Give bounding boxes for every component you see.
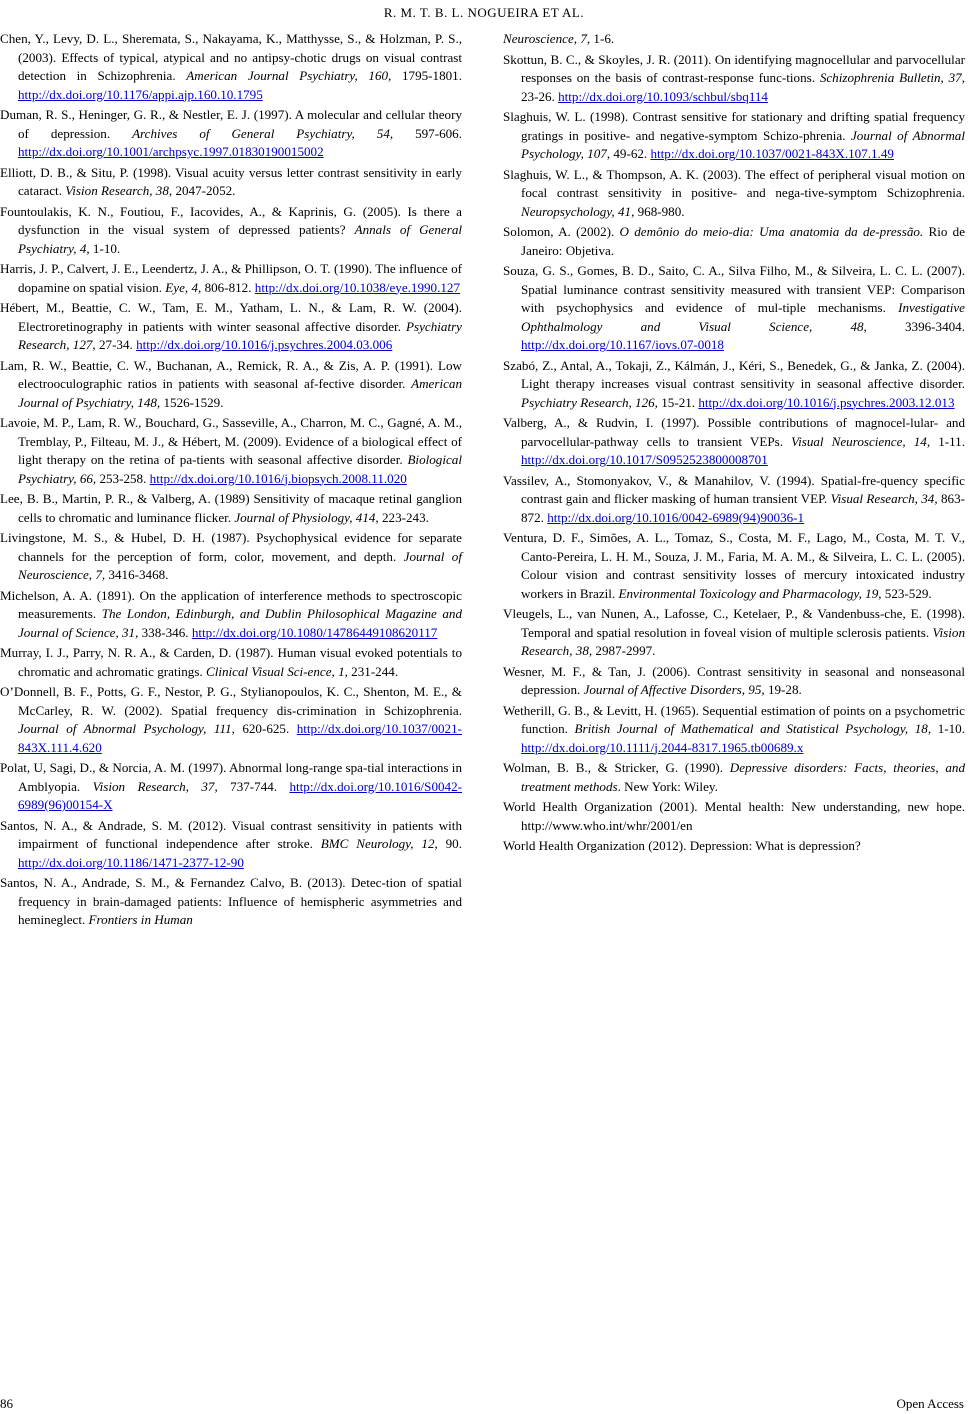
reference-text: 231-244. — [347, 663, 399, 679]
reference-text: Skottun, B. C., & Skoyles, J. R. (2011). On identifying magnocellular and parvocellular responses on the basis of contrast-response func-tions. — [503, 51, 965, 85]
reference-text: Ventura, D. F., Simões, A. L., Tomaz, S., Costa, M. F., Lago, M., Costa, M. T. V., Canto-Pereira, L. H. M., Souza, J. M., Faria, M. A. M., & Silveira, L. C. L. (2005). Colour vision and contrast sensitivity losses of mercury intoxicated industry workers in Brazil. — [503, 530, 965, 601]
doi-link[interactable]: http://dx.doi.org/10.1016/0042-6989(94)90036-1 — [547, 509, 805, 525]
reference-text: Polat, U, Sagi, D., & Norcia, A. M. (1997). Abnormal long-range spa-tial interactions in Amblyopia. — [0, 760, 462, 794]
journal-title: Vision Research, 38, — [65, 183, 173, 198]
reference-text: Vleugels, L., van Nunen, A., Lafosse, C., Ketelaer, P., & Vandenbuss-che, E. (1998). Temporal and spatial resolution in foveal vision of multiple sclerosis patients. — [503, 606, 965, 640]
reference-text: Slaghuis, W. L. (1998). Contrast sensitive for stationary and drifting spatial frequency gratings in positive- and negative-symptom Schizo-phrenia. — [503, 109, 965, 143]
journal-title: Depressive disorders: Facts, theories, and treatment methods — [521, 760, 965, 794]
doi-link[interactable]: http://dx.doi.org/10.1016/j.psychres.2003.12.013 — [698, 394, 955, 410]
reference-text: Solomon, A. (2002). — [503, 224, 620, 239]
doi-link[interactable]: http://dx.doi.org/10.1016/S0042-6989(96)00154-X — [18, 778, 462, 812]
doi-link[interactable]: http://dx.doi.org/10.1016/j.biopsych.2008.11.020 — [149, 470, 407, 486]
reference-entry — [0, 587, 462, 643]
reference-text: World Health Organization (2001). Mental health: New understanding, new hope. http://www.who.int/whr/2001/en — [503, 799, 965, 833]
doi-link[interactable]: http://dx.doi.org/10.1038/eye.1990.127 — [254, 279, 461, 295]
reference-entry — [503, 51, 965, 107]
reference-text: Souza, G. S., Gomes, B. D., Saito, C. A., Silva Filho, M., & Silveira, L. C. L. (2007). Spatial luminance contrast sensitivity measured with transient VEP: Comparison with psychophysics and evidence of mul-tiple mechanisms. — [503, 263, 965, 315]
journal-title: Neuroscience, 7, — [503, 31, 591, 46]
journal-title: Psychiatry Research, 127, — [18, 318, 462, 352]
reference-text: . New York: Wiley. — [617, 778, 718, 794]
reference-entry — [0, 644, 462, 681]
references-left-column — [0, 30, 462, 932]
journal-title: Journal of Neuroscience, 7, — [18, 548, 462, 582]
reference-text: 1-6. — [590, 31, 615, 46]
journal-title: Annals of General Psychiatry, 4, — [18, 222, 463, 256]
reference-text: 1-10. — [89, 240, 121, 256]
reference-text: Wolman, B. B., & Stricker, G. (1990). — [503, 760, 730, 775]
journal-title: Environmental Toxicology and Pharmacology, 19, — [618, 585, 882, 601]
doi-link[interactable]: http://dx.doi.org/10.1016/j.psychres.2004.03.006 — [136, 337, 393, 352]
journal-title: Investigative Ophthalmology and Visual Science, 48, — [521, 300, 965, 334]
reference-entry — [0, 30, 462, 104]
journal-title: Biological Psychiatry, 66, — [18, 452, 462, 486]
journal-title: Psychiatry Research, 126, — [521, 394, 658, 410]
page-number: 86 — [0, 1396, 13, 1411]
reference-entry — [503, 529, 965, 603]
doi-link[interactable]: http://dx.doi.org/10.1176/appi.ajp.160.10.1795 — [18, 86, 263, 102]
reference-text: Wetherill, G. B., & Levitt, H. (1965). Sequential estimation of points on a psychometric function. — [503, 702, 965, 736]
reference-text: Hébert, M., Beattie, C. W., Tam, E. M., Yatham, L. N., & Lam, R. W. (2004). Electroretinography in patients with winter seasonal affective disorder. — [0, 300, 462, 334]
reference-text: 3416-3468. — [105, 567, 169, 582]
reference-text: 27-34. — [95, 337, 137, 352]
journal-title: Frontiers in Human — [88, 912, 193, 927]
reference-text: Livingstone, M. S., & Hubel, D. H. (1987). Psychophysical evidence for separate channels for the perception of form, color, movement, and depth. — [0, 530, 462, 564]
reference-text: 968-980. — [634, 203, 685, 219]
reference-text: Duman, R. S., Heninger, G. R., & Nestler, E. J. (1997). A molecular and cellular theory of depression. — [0, 107, 462, 141]
reference-entry — [503, 472, 965, 528]
reference-entry — [0, 490, 462, 527]
reference-text: 863-872. — [521, 491, 965, 525]
reference-text: 523-529. — [881, 585, 932, 601]
reference-text: Valberg, A., & Rudvin, I. (1997). Possible contributions of magnocel-lular- and parvocellular-pathway cells to transient VEPs. — [503, 415, 965, 449]
reference-text: 3396-3404. — [866, 318, 965, 334]
reference-entry — [0, 299, 462, 355]
reference-text: 620-625. — [234, 721, 297, 736]
reference-text: O’Donnell, B. F., Potts, G. F., Nestor, P. G., Stylianopoulos, K. C., Shenton, M. E., & McCarley, R. W. (2002). Spatial frequency dis-crimination in Schizophrenia. — [0, 684, 462, 718]
reference-text: 1-11. — [930, 433, 966, 449]
journal-title: Clinical Visual Sci-ence, 1, — [205, 663, 348, 679]
reference-entry — [503, 759, 965, 796]
publisher-label: Open Access — [896, 1396, 964, 1411]
journal-title: American Journal Psychiatry, 160, — [186, 68, 392, 83]
reference-entry — [0, 683, 462, 757]
journal-title: Neuropsychology, 41, — [521, 203, 635, 219]
reference-entry — [0, 106, 462, 162]
reference-text: Vassilev, A., Stomonyakov, V., & Manahilov, V. (1994). Spatial-fre-quency specific contrast gain and flicker masking of human transient VEP. — [503, 472, 965, 506]
reference-text: Santos, N. A., & Andrade, S. M. (2012). Visual contrast sensitivity in patients with impairment of functional independence after stroke. — [0, 817, 462, 851]
reference-text: Elliott, D. B., & Situ, P. (1998). Visual acuity versus letter contrast sensitivity in early cataract. — [0, 164, 462, 198]
references-right-column — [503, 30, 965, 858]
doi-link[interactable]: http://dx.doi.org/10.1111/j.2044-8317.1965.tb00689.x — [521, 739, 804, 755]
journal-title: Vision Research, 37, — [92, 778, 218, 794]
journal-title: British Journal of Mathematical and Statistical Psychology, 18, — [574, 721, 932, 736]
reference-entry — [0, 529, 462, 585]
reference-text: Szabó, Z., Antal, A., Tokaji, Z., Kálmán, J., Kéri, S., Benedek, G., & Janka, Z. (2004). Light therapy increases visual contrast sensitivity in seasonal affective disorder. — [503, 357, 965, 391]
journal-title: Archives of General Psychiatry, 54, — [132, 125, 394, 141]
reference-entry — [0, 874, 462, 930]
reference-text: Chen, Y., Levy, D. L., Sheremata, S., Nakayama, K., Matthysse, S., & Holzman, P. S., (2003). Effects of typical, atypical and no antipsy-chotic drugs on visual contrast detection in Schizophrenia. — [0, 31, 462, 83]
reference-text: 253-258. — [96, 470, 150, 486]
reference-entry — [503, 837, 965, 856]
reference-entry — [0, 817, 462, 873]
reference-entry — [0, 759, 462, 815]
reference-text: 2987-2997. — [592, 643, 656, 658]
reference-text: Michelson, A. A. (1891). On the application of interference methods to spectroscopic measurements. — [0, 587, 462, 621]
doi-link[interactable]: http://dx.doi.org/10.1186/1471-2377-12-90 — [18, 854, 244, 870]
journal-title: Vision Research, 38, — [521, 624, 965, 658]
reference-text: 2047-2052. — [172, 183, 236, 198]
reference-entry — [0, 260, 462, 297]
journal-title: BMC Neurology, 12, — [320, 836, 438, 851]
reference-entry — [0, 203, 462, 259]
reference-entry — [503, 223, 965, 260]
journal-title: O demônio do meio-dia: Uma anatomia da de-pressão. — [619, 224, 924, 239]
journal-title: Eye, 4, — [165, 279, 202, 295]
reference-text: 49-62. — [610, 146, 651, 161]
doi-link[interactable]: http://dx.doi.org/10.1167/iovs.07-0018 — [521, 337, 724, 352]
reference-text: 1526-1529. — [160, 394, 224, 410]
journal-title: Journal of Affective Disorders, 95, — [583, 682, 765, 697]
reference-entry — [503, 166, 965, 222]
reference-entry — [503, 262, 965, 355]
reference-text: 1-10. — [931, 721, 965, 736]
reference-text: 806-812. — [201, 279, 255, 295]
reference-text: Lam, R. W., Beattie, C. W., Buchanan, A., Remick, R. A., & Zis, A. P. (1991). Low electrooculographic ratios in patients with seasonal af-fective disorder. — [0, 357, 462, 391]
doi-link[interactable]: http://dx.doi.org/10.1017/S0952523800008701 — [521, 452, 768, 467]
reference-entry — [503, 108, 965, 164]
doi-link[interactable]: http://dx.doi.org/10.1037/0021-843X.111.4.620 — [18, 721, 462, 755]
reference-entry — [0, 164, 462, 201]
doi-link[interactable]: http://dx.doi.org/10.1001/archpsyc.1997.01830190015002 — [18, 144, 324, 159]
journal-title: Journal of Physiology, 414, — [234, 509, 379, 525]
journal-title: American Journal of Psychiatry, 148, — [18, 376, 462, 410]
journal-title: Visual Neuroscience, 14, — [791, 433, 931, 449]
reference-text: 1795-1801. — [391, 68, 462, 83]
journal-title: The London, Edinburgh, and Dublin Philosophical Magazine and Journal of Science, 31, — [18, 606, 462, 640]
reference-text: 737-744. — [217, 778, 290, 794]
reference-text: 338-346. — [138, 624, 192, 640]
reference-text: Fountoulakis, K. N., Foutiou, F., Iacovides, A., & Kaprinis, G. (2005). Is there a dysfunction in the visual system of depressed patients? — [0, 203, 462, 237]
reference-entry — [503, 605, 965, 661]
reference-text: Wesner, M. F., & Tan, J. (2006). Contrast sensitivity in seasonal and nonseasonal depression. — [503, 663, 965, 697]
reference-entry — [503, 30, 965, 49]
reference-text: Slaghuis, W. L., & Thompson, A. K. (2003). The effect of peripheral visual motion on focal contrast sensitivity in positive- and nega-tive-symptom Schizophrenia. — [503, 166, 965, 200]
journal-title: Journal of Abnormal Psychology, 107, — [521, 127, 965, 161]
reference-entry — [0, 414, 462, 488]
reference-text: World Health Organization (2012). Depression: What is depression? — [503, 838, 861, 853]
reference-text: Lee, B. B., Martin, P. R., & Valberg, A. (1989) Sensitivity of macaque retinal ganglion cells to chromatic and luminance flicker. — [0, 491, 462, 525]
running-header: R. M. T. B. L. NOGUEIRA ET AL. — [383, 5, 585, 20]
reference-text: 90. — [437, 836, 463, 851]
reference-text: 19-28. — [764, 682, 802, 697]
doi-link[interactable]: http://dx.doi.org/10.1037/0021-843X.107.1.49 — [650, 146, 894, 161]
journal-title: Visual Research, 34, — [830, 491, 938, 506]
reference-text: Murray, I. J., Parry, N. R. A., & Carden, D. (1987). Human visual evoked potentials to chromatic and achromatic gratings. — [0, 645, 462, 679]
journal-title: Journal of Abnormal Psychology, 111, — [18, 721, 235, 736]
reference-text: 223-243. — [378, 509, 429, 525]
reference-entry — [503, 414, 965, 470]
doi-link[interactable]: http://dx.doi.org/10.1093/schbul/sbq114 — [558, 88, 768, 104]
reference-text: Lavoie, M. P., Lam, R. W., Bouchard, G., Sasseville, A., Charron, M. C., Gagné, A. M., Tremblay, P., Filteau, M. J., & Hébert, M. (2009). Evidence of a biological effect of light therapy on the retina of pa-tients with seasonal affective disorder. — [0, 415, 462, 467]
reference-entry — [503, 702, 965, 758]
reference-text: Rio de Janeiro: Objetiva. — [521, 224, 966, 258]
reference-entry — [503, 663, 965, 700]
journal-title: Schizophrenia Bulletin, 37, — [819, 70, 965, 85]
reference-entry — [0, 357, 462, 413]
reference-entry — [503, 798, 965, 835]
reference-text: Harris, J. P., Calvert, J. E., Leendertz, J. A., & Phillipson, O. T. (1990). The influence of dopamine on spatial vision. — [0, 261, 462, 295]
reference-text: 15-21. — [657, 394, 699, 410]
reference-entry — [503, 357, 965, 413]
reference-text: 597-606. — [393, 125, 462, 141]
reference-text: Santos, N. A., Andrade, S. M., & Fernandez Calvo, B. (2013). Detec-tion of spatial frequency in brain-damaged patients: Influence of hemispheric asymmetries and hemineglect. — [0, 875, 462, 927]
doi-link[interactable]: http://dx.doi.org/10.1080/14786449108620117 — [191, 624, 438, 640]
reference-text: 23-26. — [521, 88, 559, 104]
